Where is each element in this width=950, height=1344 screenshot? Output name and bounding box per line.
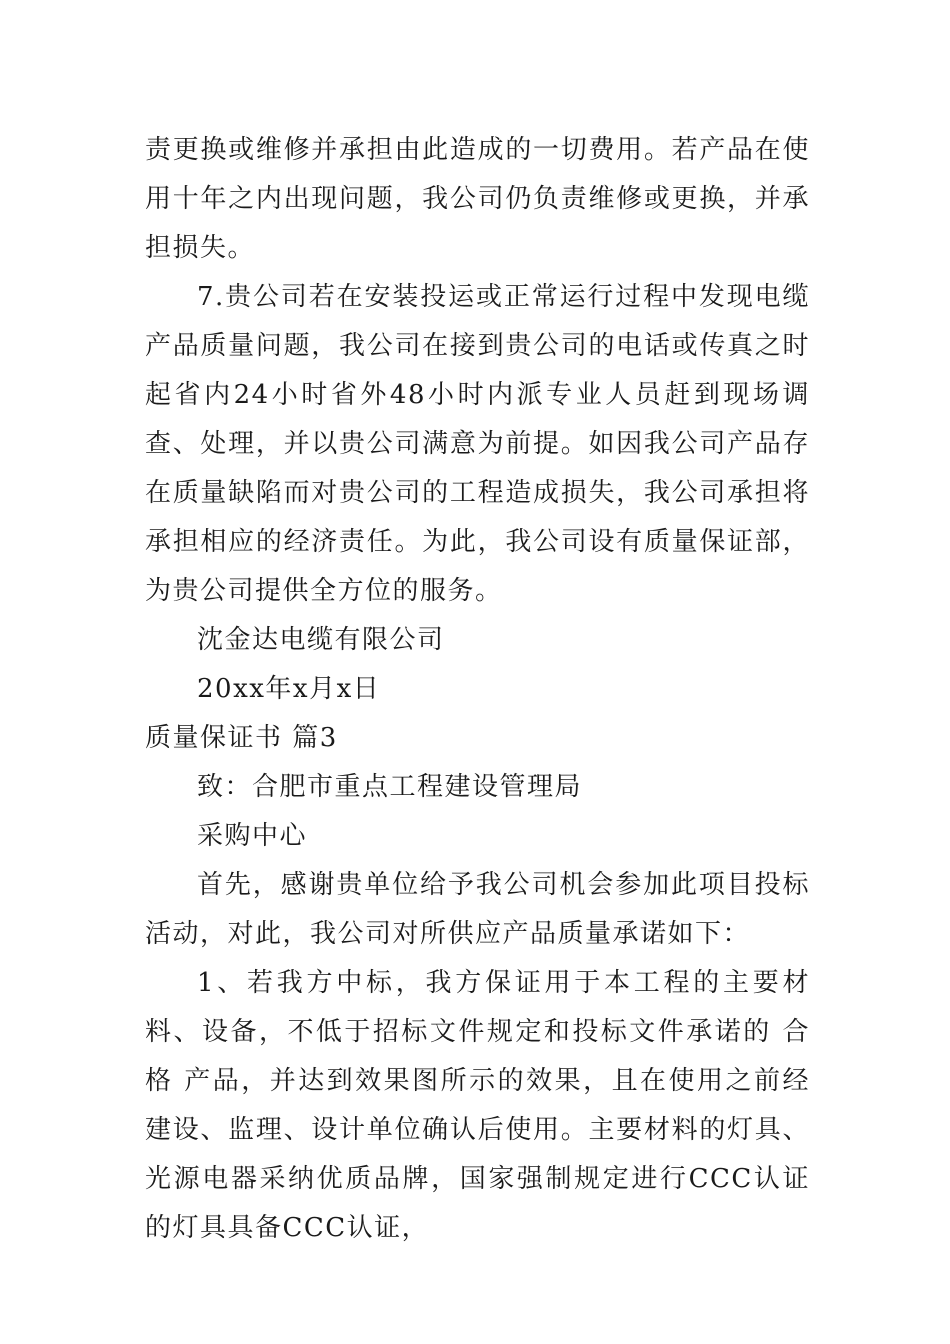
addressee-department: 采购中心	[197, 821, 308, 851]
section-heading: 质量保证书 篇3	[145, 723, 338, 753]
paragraph-intro: 首先，感谢贵单位给予我公司机会参加此项目投标活动，对此，我公司对所供应产品质量承诺如下：	[145, 870, 810, 949]
paragraph-item-7: 7.贵公司若在安装投运或正常运行过程中发现电缆产品质量问题，我公司在接到贵公司的电话或传真之时起省内24小时省外48小时内派专业人员赶到现场调查、处理，并以贵公司满意为前提。如因我公司产品存在质量缺陷而对贵公司的工程造成损失，我公司承担将承担相应的经济责任。为此，我公司设有质量保证部，为贵公司提供全方位的服务。	[145, 282, 810, 606]
paragraph-warranty-continuation: 责更换或维修并承担由此造成的一切费用。若产品在使用十年之内出现问题，我公司仍负责维修或更换，并承担损失。	[145, 135, 810, 263]
signature-company: 沈金达电缆有限公司	[197, 625, 445, 655]
addressee: 致：合肥市重点工程建设管理局	[197, 772, 583, 802]
signature-date: 20xx年x月x日	[197, 674, 381, 704]
paragraph-item-1: 1、若我方中标，我方保证用于本工程的主要材料、设备，不低于招标文件规定和投标文件承诺的 合格 产品，并达到效果图所示的效果，且在使用之前经建设、监理、设计单位确认后使用。主要材料的灯具、光源电器采纳优质品牌，国家强制规定进行CCC认证的灯具具备CCC认证，	[145, 968, 810, 1243]
document-body	[145, 126, 810, 1253]
